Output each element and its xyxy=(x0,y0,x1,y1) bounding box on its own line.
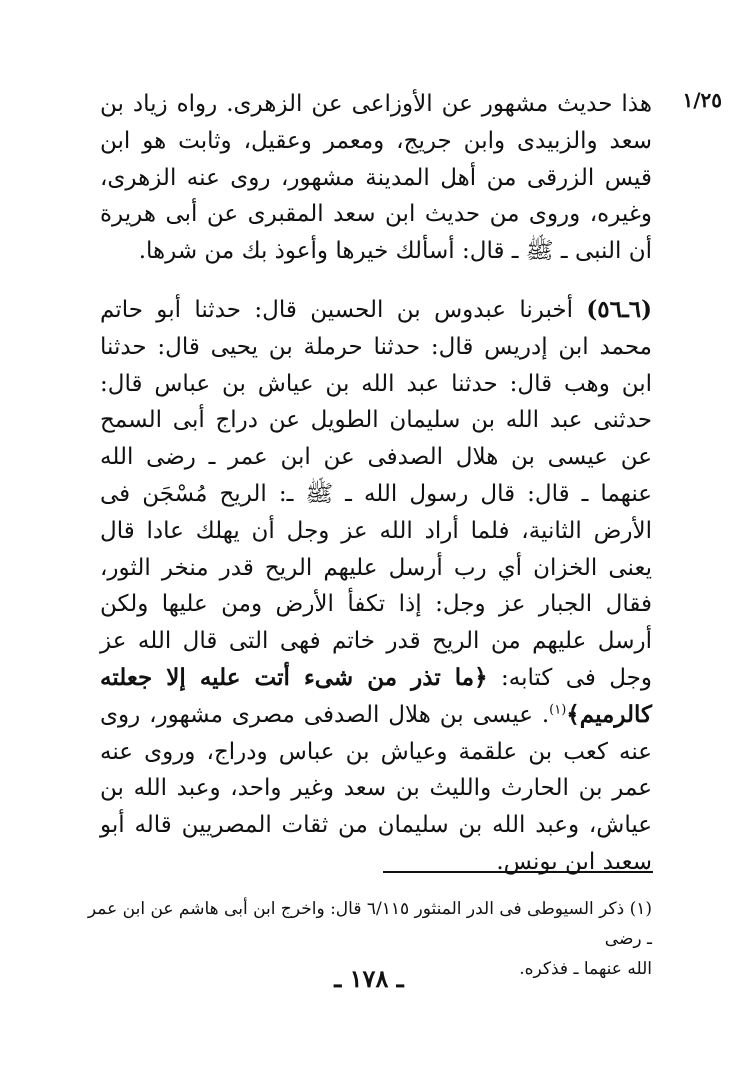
quran-verse: ﴿ما تذر من شىء أتت عليه إلا جعلته كالرميم﴾ xyxy=(100,663,652,728)
hadith-text: أخبرنا عبدوس بن الحسين قال: حدثنا أبو حاتم محمد ابن إدريس قال: حدثنا حرملة بن يحيى قال: حدثنا ابن وهب قال: حدثنا عبد الله بن عياش بن عباس قال: حدثنى عبد الله بن سليمان الطويل عن دراج أبى السمح عن عيسى بن هلال الصدفى عن ابن عمر ـ رضى الله عنهما ـ قال: قال رسول الله ـ ﷺ ـ: الريح مُسْجَن فى الأرض الثانية، فلما أراد الله عز وجل أن يهلك عادا قال يعنى الخزان أي رب أرسل عليهم الريح قدر منخر الثور، فقال الجبار عز وجل: إذا تكفأ الأرض ومن عليها ولكن أرسل عليهم من الريح قدر خاتم فهى التى قال الله عز وجل فى كتابه: xyxy=(100,296,653,691)
footnote-divider xyxy=(383,871,653,873)
hadith-commentary: . عيسى بن هلال الصدفى مصرى مشهور، روى عنه كعب بن علقمة وعياش بن عباس ودراج، وروى عنه عمر بن الحارث والليث بن سعد وغير واحد، وعبد الله بن عياش، وعبد الله بن سليمان من ثقات المصريين قاله أبو سعيد ابن يونس. xyxy=(100,701,652,875)
paragraph-commentary: هذا حديث مشهور عن الأوزاعى عن الزهرى. رواه زياد بن سعد والزبيدى وابن جريج، ومعمر وعقيل، وثابت هو ابن قيس الزرقى من أهل المدينة مشهور، روى عنه الزهرى، وغيره، وروى من حديث ابن سعد المقبرى عن أبى هريرة أن النبى ـ ﷺ ـ قال: أسألك خيرها وأعوذ بك من شرها. xyxy=(100,91,652,265)
footnote-line: الله عنهما ـ فذكره. xyxy=(519,959,652,979)
paragraph-hadith xyxy=(100,292,652,881)
hadith-number: (٦ـ٥٦) xyxy=(586,295,652,323)
volume-page-marker: ١/٢٥ xyxy=(682,88,722,112)
page-number: ـ ١٧٨ ـ xyxy=(334,964,404,993)
footnote-reference: (١) xyxy=(549,702,567,718)
main-text xyxy=(100,86,652,881)
footnote-line: (١) ذكر السيوطى فى الدر المنثور ٦/١١٥ قال: واخرج ابن أبى هاشم عن ابن عمر ـ رضى xyxy=(87,899,652,949)
